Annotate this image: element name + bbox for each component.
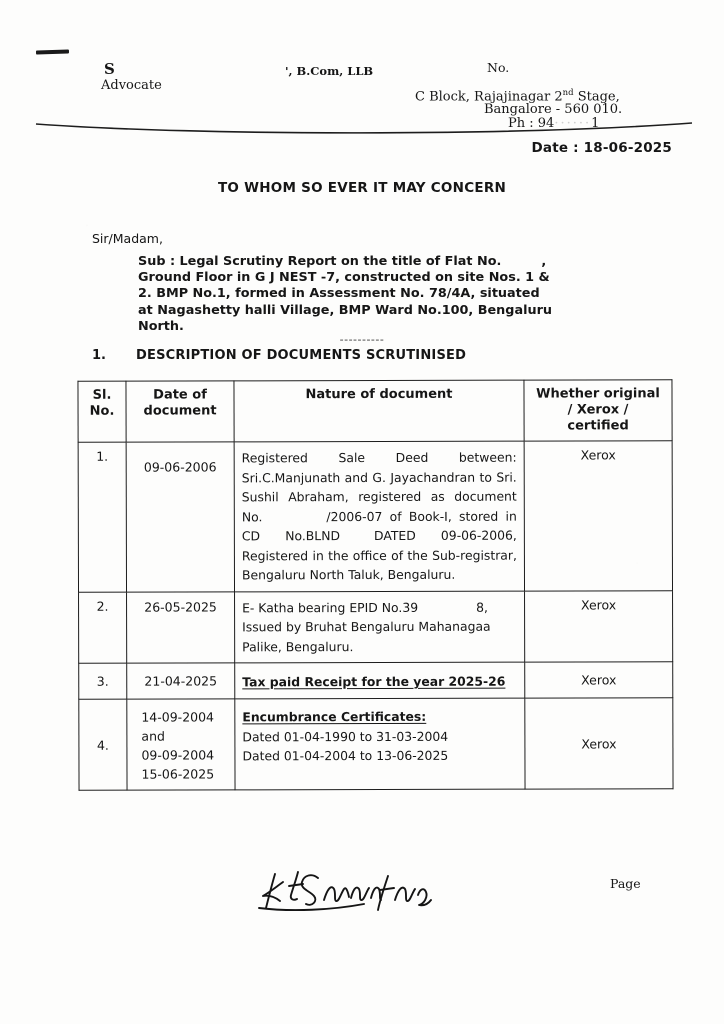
date-header-line-2: document [143, 403, 217, 419]
subject-line-3: Nos. 1 & 2. BMP No.1, formed in Assessment No. [138, 270, 550, 302]
table-body [78, 441, 673, 791]
cell-date: 09-06-2006 [126, 442, 234, 592]
letterhead [0, 0, 724, 140]
cell-whether: Xerox [524, 441, 672, 591]
handwritten-signature [252, 862, 482, 924]
cell-sl-no: 3. [79, 663, 127, 699]
table-header-row [78, 380, 672, 443]
nature-part-2: 8, [476, 599, 488, 615]
date-line-3: 09-09-2004 [141, 747, 215, 763]
table-head [78, 380, 672, 443]
nature-part-3: DATED 09-06-2006, Registered in the office of the Sub-registrar, Bengaluru North Taluk, Bengaluru. [241, 527, 517, 583]
cell-date: 21-04-2025 [127, 663, 235, 699]
table-row [79, 662, 673, 700]
page-title: TO WHOM SO EVER IT MAY CONCERN [217, 180, 507, 196]
subject-block [138, 254, 558, 335]
address-line-2: Bangalore - 560 010. [484, 102, 623, 117]
subject-line-5: Ward No.100, Bengaluru North. [138, 302, 552, 334]
section-heading: DESCRIPTION OF DOCUMENTS SCRUTINISED [136, 348, 467, 363]
subject-label: Sub : [138, 254, 180, 269]
date-line-2: and [141, 728, 165, 744]
section-number: 1. [92, 348, 106, 363]
cell-nature [234, 441, 524, 591]
table-row [78, 441, 672, 592]
cell-sl-no: 1. [78, 442, 126, 592]
date-header-line-1: Date of [153, 387, 207, 403]
phone-redacted: ······ [554, 116, 592, 131]
advocate-qualification: ', B.Com, LLB [285, 64, 374, 78]
whether-line-2: / Xerox / [567, 402, 629, 418]
cell-nature [235, 698, 525, 790]
documents-table-container [77, 379, 672, 791]
documents-table [77, 379, 673, 791]
nature-line-2: Dated 01-04-2004 to 13-06-2025 [242, 747, 449, 764]
table-row [79, 698, 673, 791]
date-line-4: 15-06-2025 [141, 766, 215, 782]
date-line-1: 14-09-2004 [141, 709, 215, 725]
subject-line-1b: , [541, 254, 547, 269]
cell-whether: Xerox [525, 662, 673, 698]
column-header-whether [524, 380, 672, 441]
phone-prefix: Ph : 94 [508, 116, 555, 131]
cell-date [127, 699, 235, 790]
address-line-1-pre: C Block, Rajajinagar 2 [415, 89, 563, 105]
subject-line-4: 78/4A, situated at Nagashetty halli Village, BMP [138, 286, 540, 318]
cell-sl-no: 4. [79, 699, 127, 790]
address-line-1-post: Stage, [573, 89, 620, 105]
nature-heading: Tax paid Receipt for the year 2025-26 [242, 673, 506, 690]
column-header-sl-no [78, 381, 126, 442]
nature-part-1: E- Katha bearing EPID No.39 [242, 599, 419, 615]
table-row [79, 590, 673, 663]
header-divider-rule [34, 120, 694, 142]
nature-line-1: Dated 01-04-1990 to 31-03-2004 [242, 728, 449, 745]
phone-suffix: 1 [591, 116, 600, 131]
whether-line-1: Whether original [536, 386, 660, 402]
nature-part-1: Registered Sale Deed between: Sri.C.Manjunath and G. Jayachandran to Sri. Sushil Abraham, registered as document No. [241, 449, 517, 524]
cell-nature [235, 662, 525, 699]
subject-line-2: Ground Floor in G J NEST -7, constructed on site [138, 270, 485, 286]
whether-line-3: certified [567, 418, 629, 434]
advocate-name: S [104, 60, 116, 78]
subject-line-1a: Legal Scrutiny Report on the title of Flat No. [179, 254, 502, 269]
address-ordinal-suffix: nd [562, 88, 574, 98]
subject-separator: ---------- [339, 333, 385, 346]
advocate-role: Advocate [101, 78, 162, 93]
column-header-nature: Nature of document [234, 380, 524, 442]
column-header-date [126, 381, 234, 442]
cell-date: 26-05-2025 [127, 591, 235, 663]
document-date: Date : 18-06-2025 [531, 140, 672, 156]
page-label: Page [610, 876, 641, 891]
nature-part-3: Issued by Bruhat Bengaluru Mahanagaa Palike, Bengaluru. [242, 618, 491, 654]
nature-heading: Encumbrance Certificates: [242, 708, 427, 725]
salutation: Sir/Madam, [92, 231, 163, 246]
sl-no-line-2: No. [89, 403, 115, 419]
reference-no-label: No. [487, 60, 510, 75]
cell-nature [235, 591, 525, 663]
cell-whether: Xerox [525, 590, 673, 662]
cell-sl-no: 2. [79, 592, 127, 664]
nature-part-2: /2006-07 of Book-I, stored in CD No.BLND [241, 508, 517, 544]
cell-whether: Xerox [525, 698, 673, 789]
sl-no-line-1: Sl. [92, 387, 112, 403]
